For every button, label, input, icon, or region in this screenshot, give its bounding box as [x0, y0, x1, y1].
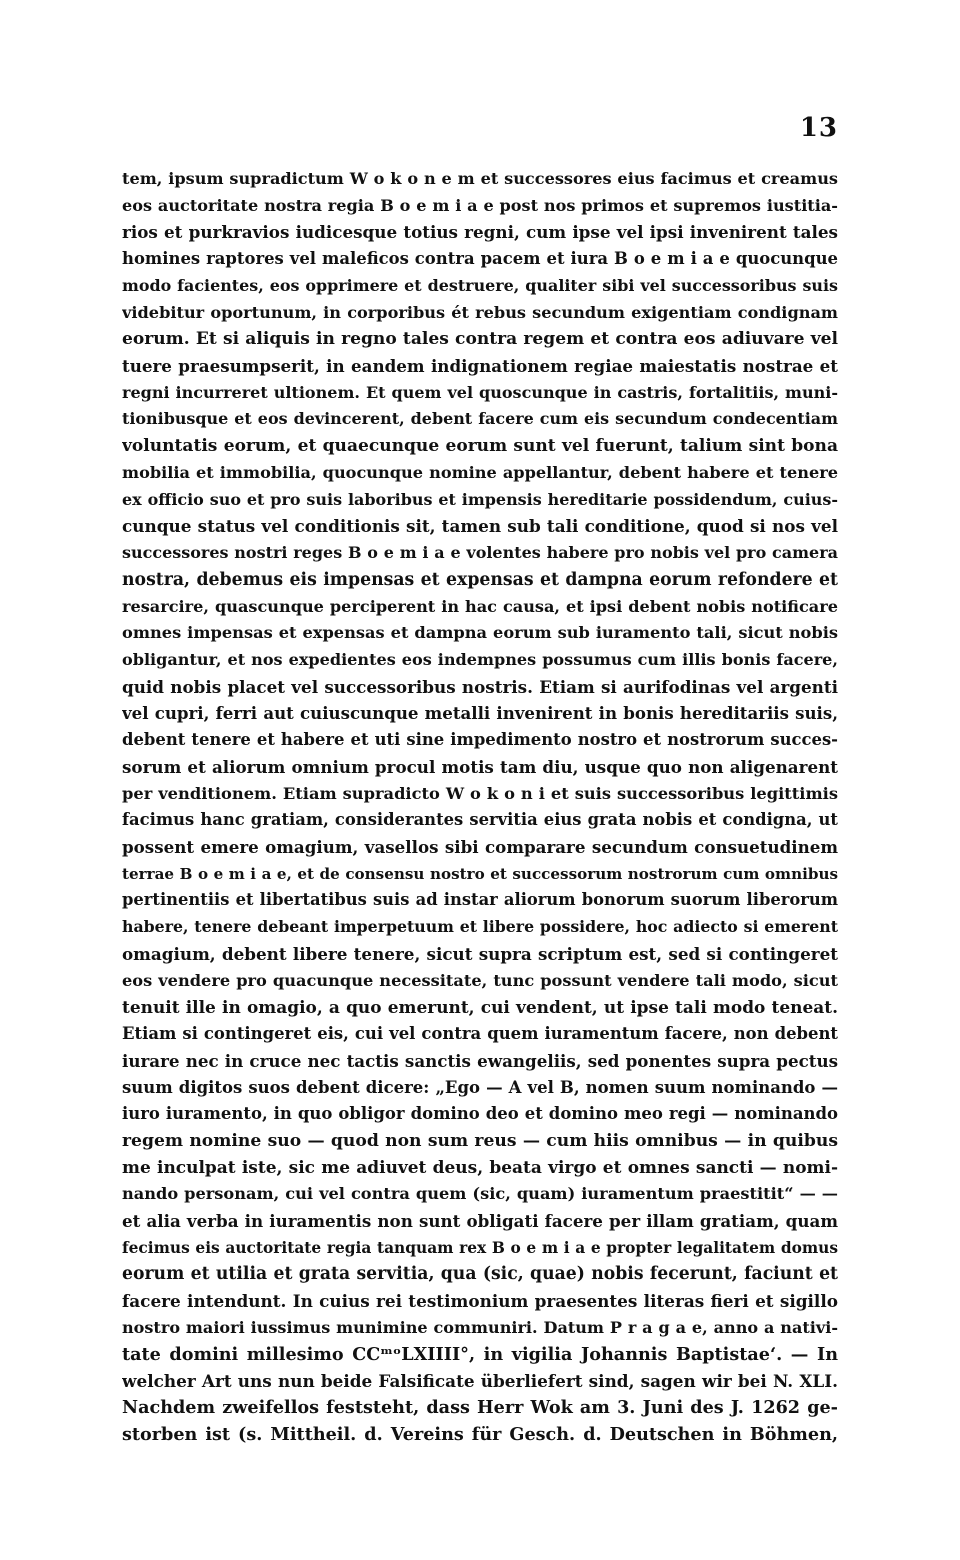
- text-line: resarcire, quascunque perciperent in hac causa, et ipsi debent nobis notificare: [122, 596, 838, 616]
- text-line: Etiam si contingeret eis, cui vel contra quem iuramentum facere, non debent: [122, 1024, 838, 1043]
- text-line: eorum et utilia et grata servitia, qua (sic, quae) nobis fecerunt, faciunt et: [122, 1264, 838, 1285]
- text-line: welcher Art uns nun beide Falsificate überliefert sind, sagen wir bei N. XLI.: [122, 1371, 838, 1392]
- text-line: nostra, debemus eis impensas et expensas et dampna eorum refondere et: [122, 569, 838, 590]
- page-number: 13: [799, 113, 838, 143]
- text-line: tate domini millesimo CCᵐᵒLXIIII°, in vigilia Johannis Baptistae‘. — In: [122, 1343, 838, 1365]
- text-line: eos auctoritate nostra regia B o e m i a e post nos primos et supremos iustitia-: [122, 195, 838, 215]
- text-line: tem, ipsum supradictum W o k o n e m et successores eius facimus et creamus: [122, 169, 838, 188]
- text-line: quid nobis placet vel successoribus nostris. Etiam si aurifodinas vel argenti: [122, 676, 838, 697]
- text-line: terrae B o e m i a e, et de consensu nostro et successorum nostrorum cum omnibus: [122, 864, 838, 883]
- text-line: iuro iuramento, in quo obligor domino deo et domino meo regi — nominando: [122, 1104, 838, 1124]
- text-line: mobilia et immobilia, quocunque nomine appellantur, debent habere et tenere: [122, 462, 838, 482]
- text-line: pertinentiis et libertatibus suis ad instar aliorum bonorum suorum liberorum: [122, 890, 838, 910]
- text-line: me inculpat iste, sic me adiuvet deus, beata virgo et omnes sancti — nomi-: [122, 1157, 838, 1178]
- text-line: homines raptores vel maleficos contra pacem et iura B o e m i a e quocunque: [122, 249, 838, 269]
- text-line: et alia verba in iuramentis non sunt obligati facere per illam gratiam, quam: [122, 1211, 838, 1232]
- text-line: regni incurreret ultionem. Et quem vel quoscunque in castris, fortalitiis, muni-: [122, 382, 838, 402]
- text-line: tenuit ille in omagio, a quo emerunt, cui vendent, ut ipse tali modo teneat.: [122, 997, 838, 1018]
- text-line: debent tenere et habere et uti sine impedimento nostro et nostrorum succes-: [122, 730, 838, 750]
- text-line: ex officio suo et pro suis laboribus et impensis hereditarie possidendum, cuius-: [122, 489, 838, 509]
- text-line: suum digitos suos debent dicere: „Ego — A vel B, nomen suum nominando —: [122, 1077, 838, 1098]
- text-line: sorum et aliorum omnium procul motis tam diu, usque quo non aligenarent: [122, 756, 838, 777]
- text-line: nostro maiori iussimus munimine communiri. Datum P r a g a e, anno a nativi-: [122, 1317, 838, 1337]
- text-line: habere, tenere debeant imperpetuum et libere possidere, hoc adiecto si emerent: [122, 917, 838, 937]
- text-line: storben ist (s. Mittheil. d. Vereins für Gesch. d. Deutschen in Böhmen,: [122, 1423, 838, 1445]
- text-line: Nachdem zweifellos feststeht, dass Herr Wok am 3. Juni des J. 1262 ge-: [122, 1397, 838, 1419]
- text-line: omagium, debent libere tenere, sicut supra scriptum est, sed si contingeret: [122, 943, 838, 964]
- text-line: rios et purkravios iudicesque totius regni, cum ipse vel ipsi invenirent tales: [122, 222, 838, 243]
- text-line: voluntatis eorum, et quaecunque eorum sunt vel fuerunt, talium sint bona: [122, 436, 838, 457]
- body-text: [122, 166, 838, 1449]
- text-line: eorum. Et si aliquis in regno tales contra regem et contra eos adiuvare vel: [122, 329, 838, 350]
- text-line: tionibusque et eos devincerent, debent facere cum eis secundum condecentiam: [122, 409, 838, 429]
- text-line: obligantur, et nos expedientes eos indempnes possumus cum illis bonis facere,: [122, 649, 838, 669]
- text-line: possent emere omagium, vasellos sibi comparare secundum consuetudinem: [122, 836, 838, 857]
- text-line: modo facientes, eos opprimere et destruere, qualiter sibi vel successoribus suis: [122, 275, 838, 295]
- text-line: per venditionem. Etiam supradicto W o k o n i et suis successoribus legittimis: [122, 783, 838, 803]
- text-line: facimus hanc gratiam, considerantes servitia eius grata nobis et condigna, ut: [122, 810, 838, 830]
- text-line: fecimus eis auctoritate regia tanquam rex B o e m i a e propter legalitatem domus: [122, 1238, 838, 1257]
- text-line: successores nostri reges B o e m i a e volentes habere pro nobis vel pro camera: [122, 543, 838, 563]
- text-line: omnes impensas et expensas et dampna eorum sub iuramento tali, sicut nobis: [122, 623, 838, 643]
- text-line: cunque status vel conditionis sit, tamen sub tali conditione, quod si nos vel: [122, 516, 838, 537]
- text-line: nando personam, cui vel contra quem (sic, quam) iuramentum praestitit“ — —: [122, 1184, 838, 1204]
- text-line: iurare nec in cruce nec tactis sanctis ewangeliis, sed ponentes supra pectus: [122, 1050, 838, 1071]
- text-line: videbitur oportunum, in corporibus ét rebus secundum exigentiam condignam: [122, 302, 838, 322]
- text-line: facere intendunt. In cuius rei testimonium praesentes literas fieri et sigillo: [122, 1291, 838, 1312]
- text-line: vel cupri, ferri aut cuiuscunque metalli invenirent in bonis hereditariis suis,: [122, 703, 838, 724]
- text-line: regem nomine suo — quod non sum reus — cum hiis omnibus — in quibus: [122, 1130, 838, 1151]
- text-line: eos vendere pro quacunque necessitate, tunc possunt vendere tali modo, sicut: [122, 970, 838, 990]
- text-line: tuere praesumpserit, in eandem indignationem regiae maiestatis nostrae et: [122, 356, 838, 377]
